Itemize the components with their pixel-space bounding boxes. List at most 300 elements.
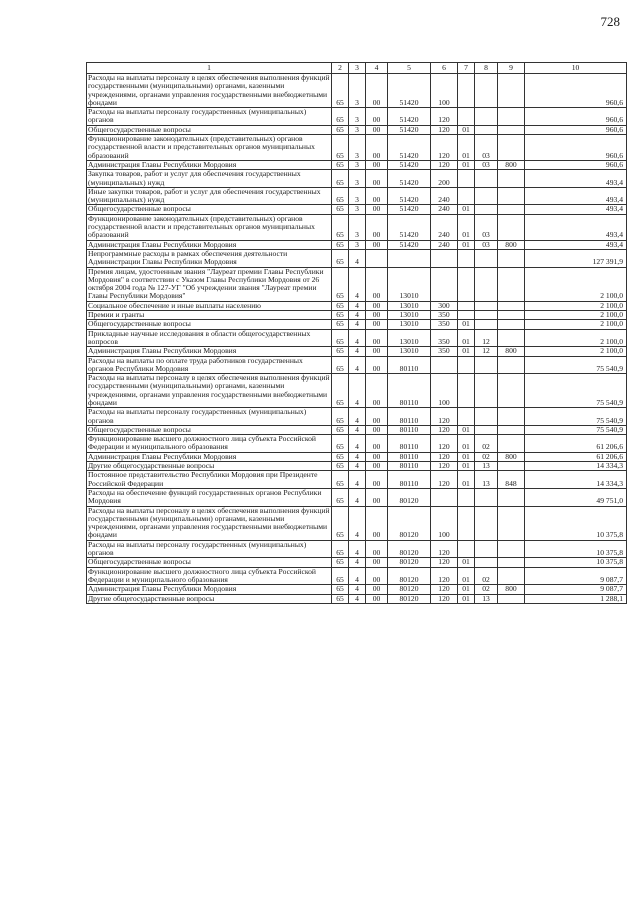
column-subchapter: 13 xyxy=(475,462,498,471)
column-chapter: 01 xyxy=(458,567,475,585)
column-header: 10 xyxy=(525,63,627,74)
column-subcode: 00 xyxy=(366,585,388,594)
column-expense-type: 100 xyxy=(431,506,458,540)
column-amount: 10 375,8 xyxy=(525,558,627,567)
column-admin: 65 xyxy=(332,170,349,188)
column-admin-code xyxy=(498,594,525,603)
table-row xyxy=(87,311,627,320)
table-row xyxy=(87,506,627,540)
column-admin: 65 xyxy=(332,214,349,240)
column-chapter: 01 xyxy=(458,425,475,434)
column-admin-code xyxy=(498,267,525,301)
column-amount: 10 375,8 xyxy=(525,540,627,558)
column-expense-type: 120 xyxy=(431,435,458,453)
column-amount: 9 087,7 xyxy=(525,567,627,585)
column-admin-code xyxy=(498,108,525,126)
column-subchapter: 02 xyxy=(475,435,498,453)
column-section-code: 4 xyxy=(349,540,366,558)
column-subchapter xyxy=(475,74,498,108)
column-chapter xyxy=(458,311,475,320)
table-row xyxy=(87,374,627,408)
column-admin-code xyxy=(498,320,525,329)
column-section-code: 4 xyxy=(349,301,366,310)
column-amount: 960,6 xyxy=(525,135,627,161)
column-admin: 65 xyxy=(332,301,349,310)
column-admin: 65 xyxy=(332,452,349,461)
column-chapter: 01 xyxy=(458,347,475,356)
column-admin-code: 848 xyxy=(498,471,525,489)
column-admin: 65 xyxy=(332,108,349,126)
column-admin: 65 xyxy=(332,425,349,434)
column-subchapter: 03 xyxy=(475,160,498,169)
row-name: Функционирование высшего должностного лица субъекта Российской Федерации и муниципального образования xyxy=(87,567,332,585)
column-section-code: 4 xyxy=(349,425,366,434)
column-expense-type xyxy=(431,267,458,301)
column-expense-type: 350 xyxy=(431,329,458,347)
column-expense-type: 120 xyxy=(431,558,458,567)
column-chapter xyxy=(458,301,475,310)
column-expense-type: 120 xyxy=(431,452,458,461)
column-subchapter xyxy=(475,311,498,320)
column-admin-code xyxy=(498,170,525,188)
column-admin: 65 xyxy=(332,311,349,320)
column-admin-code xyxy=(498,506,525,540)
column-target: 51420 xyxy=(388,240,431,249)
table-row xyxy=(87,267,627,301)
column-target: 80110 xyxy=(388,435,431,453)
column-section-code: 3 xyxy=(349,240,366,249)
column-header: 3 xyxy=(349,63,366,74)
table-row xyxy=(87,170,627,188)
column-header: 6 xyxy=(431,63,458,74)
column-expense-type: 240 xyxy=(431,240,458,249)
column-admin-code xyxy=(498,374,525,408)
column-section-code: 3 xyxy=(349,214,366,240)
column-subcode: 00 xyxy=(366,540,388,558)
column-admin-code xyxy=(498,187,525,205)
column-admin: 65 xyxy=(332,408,349,426)
column-admin: 65 xyxy=(332,125,349,134)
row-name: Прикладные научные исследования в области общегосударственных вопросов xyxy=(87,329,332,347)
column-target: 80110 xyxy=(388,425,431,434)
column-subcode: 00 xyxy=(366,205,388,214)
column-target: 13010 xyxy=(388,320,431,329)
column-section-code: 4 xyxy=(349,462,366,471)
column-amount: 9 087,7 xyxy=(525,585,627,594)
column-target: 51420 xyxy=(388,205,431,214)
row-name: Администрация Главы Республики Мордовия xyxy=(87,452,332,461)
row-name: Расходы на выплаты персоналу государственных (муниципальных) органов xyxy=(87,408,332,426)
column-subcode: 00 xyxy=(366,267,388,301)
column-subchapter xyxy=(475,488,498,506)
column-admin-code xyxy=(498,135,525,161)
column-subchapter xyxy=(475,320,498,329)
column-target: 80110 xyxy=(388,374,431,408)
table-row xyxy=(87,108,627,126)
column-subcode: 00 xyxy=(366,408,388,426)
column-subchapter: 03 xyxy=(475,214,498,240)
column-amount: 960,6 xyxy=(525,74,627,108)
column-admin-code xyxy=(498,435,525,453)
column-admin: 65 xyxy=(332,187,349,205)
row-name: Расходы на выплаты персоналу в целях обеспечения выполнения функций государственными (муниципальными) органами, казенными учреждениями, органами управления государственными внебюджетными фондами xyxy=(88,506,330,540)
column-admin-code xyxy=(498,462,525,471)
column-subcode: 00 xyxy=(366,452,388,461)
column-amount: 2 100,0 xyxy=(525,267,627,301)
table-row xyxy=(87,567,627,585)
row-name: Премия лицам, удостоенным звания "Лауреат премии Главы Республики Мордовия" в соответствии с Указом Главы Республики Мордовия от 26 октября 2004 года № 127-УГ "Об учреждении звания "Лауреат премии Главы Республики Мордовия" xyxy=(87,267,332,301)
column-chapter: 01 xyxy=(458,214,475,240)
column-admin-code xyxy=(498,540,525,558)
column-header: 9 xyxy=(498,63,525,74)
column-subchapter xyxy=(475,540,498,558)
table-row xyxy=(87,488,627,506)
column-expense-type: 350 xyxy=(431,347,458,356)
column-subchapter xyxy=(475,408,498,426)
column-subcode: 00 xyxy=(366,240,388,249)
column-chapter: 01 xyxy=(458,585,475,594)
column-target: 80120 xyxy=(388,540,431,558)
column-subchapter xyxy=(475,267,498,301)
column-section-code: 4 xyxy=(349,567,366,585)
column-section-code: 3 xyxy=(349,135,366,161)
column-subchapter xyxy=(475,356,498,374)
column-target: 51420 xyxy=(388,74,431,108)
column-admin-code xyxy=(498,488,525,506)
column-section-code: 4 xyxy=(349,435,366,453)
column-subcode: 00 xyxy=(366,374,388,408)
table-row xyxy=(87,240,627,249)
column-amount: 2 100,0 xyxy=(525,311,627,320)
column-header: 1 xyxy=(87,63,332,74)
column-admin-code xyxy=(498,311,525,320)
column-expense-type: 100 xyxy=(431,374,458,408)
column-section-code: 4 xyxy=(349,488,366,506)
column-subcode: 00 xyxy=(366,125,388,134)
column-chapter: 01 xyxy=(458,558,475,567)
column-target xyxy=(388,249,431,267)
table-row xyxy=(87,329,627,347)
column-subcode: 00 xyxy=(366,74,388,108)
column-amount: 75 540,9 xyxy=(525,408,627,426)
column-admin: 65 xyxy=(332,471,349,489)
column-target: 51420 xyxy=(388,108,431,126)
column-subcode: 00 xyxy=(366,320,388,329)
column-target: 80110 xyxy=(388,356,431,374)
row-name: Общегосударственные вопросы xyxy=(87,558,332,567)
column-admin: 65 xyxy=(332,347,349,356)
column-header: 8 xyxy=(475,63,498,74)
column-expense-type xyxy=(431,356,458,374)
column-chapter: 01 xyxy=(458,135,475,161)
column-chapter xyxy=(458,488,475,506)
column-target: 13010 xyxy=(388,311,431,320)
column-chapter: 01 xyxy=(458,160,475,169)
row-name: Администрация Главы Республики Мордовия xyxy=(87,160,332,169)
column-subcode: 00 xyxy=(366,301,388,310)
column-target: 80110 xyxy=(388,462,431,471)
table-row xyxy=(87,74,627,108)
column-target: 51420 xyxy=(388,125,431,134)
column-header: 4 xyxy=(366,63,388,74)
column-subcode: 00 xyxy=(366,594,388,603)
row-name: Общегосударственные вопросы xyxy=(87,205,332,214)
table-row xyxy=(87,356,627,374)
row-name: Расходы на выплаты персоналу государственных (муниципальных) органов xyxy=(87,540,332,558)
table-row xyxy=(87,471,627,489)
table-row xyxy=(87,301,627,310)
column-section-code: 3 xyxy=(349,205,366,214)
column-subchapter: 13 xyxy=(475,471,498,489)
row-name: Премии и гранты xyxy=(87,311,332,320)
table-row xyxy=(87,594,627,603)
column-section-code: 3 xyxy=(349,125,366,134)
column-subchapter: 02 xyxy=(475,567,498,585)
column-subchapter xyxy=(475,374,498,408)
column-expense-type: 300 xyxy=(431,301,458,310)
row-name: Постоянное представительство Республики Мордовия при Президенте Российской Федерации xyxy=(87,471,332,489)
column-target: 13010 xyxy=(388,347,431,356)
column-admin: 65 xyxy=(332,74,349,108)
table-row xyxy=(87,125,627,134)
column-subcode: 00 xyxy=(366,488,388,506)
column-admin-code xyxy=(498,74,525,108)
column-admin: 65 xyxy=(332,435,349,453)
column-expense-type: 240 xyxy=(431,214,458,240)
row-name: Расходы на выплаты по оплате труда работников государственных органов Республики Мордовия xyxy=(87,356,332,374)
column-section-code: 4 xyxy=(349,452,366,461)
column-amount: 960,6 xyxy=(525,108,627,126)
column-chapter: 01 xyxy=(458,452,475,461)
column-admin: 65 xyxy=(332,135,349,161)
row-name: Администрация Главы Республики Мордовия xyxy=(87,347,332,356)
column-subchapter xyxy=(475,187,498,205)
column-chapter xyxy=(458,249,475,267)
column-target: 80120 xyxy=(388,506,431,540)
table-row xyxy=(87,408,627,426)
column-subchapter xyxy=(475,506,498,540)
column-subchapter xyxy=(475,425,498,434)
column-subchapter: 12 xyxy=(475,329,498,347)
column-amount: 75 540,9 xyxy=(525,425,627,434)
column-section-code: 3 xyxy=(349,170,366,188)
column-amount: 960,6 xyxy=(525,125,627,134)
column-admin: 65 xyxy=(332,249,349,267)
column-amount: 493,4 xyxy=(525,240,627,249)
column-admin: 65 xyxy=(332,506,349,540)
column-chapter xyxy=(458,187,475,205)
column-target: 80110 xyxy=(388,471,431,489)
column-admin: 65 xyxy=(332,567,349,585)
column-subchapter xyxy=(475,558,498,567)
table-row xyxy=(87,187,627,205)
column-section-code: 3 xyxy=(349,108,366,126)
column-amount: 61 206,6 xyxy=(525,452,627,461)
column-section-code: 3 xyxy=(349,160,366,169)
table-row xyxy=(87,320,627,329)
row-name: Расходы на выплаты персоналу в целях обеспечения выполнения функций государственными (муниципальными) органами, казенными учреждениями, органами управления государственными внебюджетными фондами xyxy=(88,73,330,107)
column-chapter: 01 xyxy=(458,329,475,347)
column-target: 51420 xyxy=(388,187,431,205)
column-admin-code: 800 xyxy=(498,585,525,594)
table-row xyxy=(87,347,627,356)
table-row xyxy=(87,214,627,240)
column-amount: 61 206,6 xyxy=(525,435,627,453)
column-admin: 65 xyxy=(332,540,349,558)
column-subcode: 00 xyxy=(366,347,388,356)
column-admin-code xyxy=(498,356,525,374)
column-section-code: 4 xyxy=(349,249,366,267)
column-amount: 493,4 xyxy=(525,205,627,214)
column-subcode: 00 xyxy=(366,329,388,347)
row-name: Расходы на выплаты персоналу в целях обеспечения выполнения функций государственными (муниципальными) органами, казенными учреждениями, органами управления государственными внебюджетными фондами xyxy=(88,373,330,407)
column-admin: 65 xyxy=(332,488,349,506)
row-name: Другие общегосударственные вопросы xyxy=(87,594,332,603)
column-admin: 65 xyxy=(332,585,349,594)
column-expense-type xyxy=(431,249,458,267)
table-row xyxy=(87,585,627,594)
row-name: Администрация Главы Республики Мордовия xyxy=(87,240,332,249)
column-amount: 127 391,9 xyxy=(525,249,627,267)
column-expense-type: 240 xyxy=(431,187,458,205)
column-chapter xyxy=(458,356,475,374)
column-admin: 65 xyxy=(332,240,349,249)
column-amount: 10 375,8 xyxy=(525,506,627,540)
column-target: 80110 xyxy=(388,452,431,461)
column-chapter xyxy=(458,74,475,108)
table-row xyxy=(87,205,627,214)
column-chapter xyxy=(458,108,475,126)
column-admin-code xyxy=(498,214,525,240)
column-subcode: 00 xyxy=(366,214,388,240)
column-subcode: 00 xyxy=(366,435,388,453)
column-expense-type: 120 xyxy=(431,540,458,558)
row-name: Расходы на обеспечение функций государственных органов Республики Мордовия xyxy=(87,488,332,506)
table-row xyxy=(87,435,627,453)
column-admin: 65 xyxy=(332,374,349,408)
column-admin: 65 xyxy=(332,594,349,603)
column-chapter: 01 xyxy=(458,594,475,603)
row-name: Общегосударственные вопросы xyxy=(87,125,332,134)
column-expense-type: 120 xyxy=(431,462,458,471)
column-subchapter: 13 xyxy=(475,594,498,603)
column-chapter: 01 xyxy=(458,320,475,329)
row-name: Другие общегосударственные вопросы xyxy=(87,462,332,471)
column-target: 80120 xyxy=(388,594,431,603)
table-row xyxy=(87,135,627,161)
column-chapter: 01 xyxy=(458,435,475,453)
column-header: 5 xyxy=(388,63,431,74)
column-section-code: 4 xyxy=(349,320,366,329)
column-admin-code: 800 xyxy=(498,452,525,461)
column-header: 2 xyxy=(332,63,349,74)
column-subcode xyxy=(366,249,388,267)
column-subchapter xyxy=(475,108,498,126)
column-target: 80110 xyxy=(388,408,431,426)
column-section-code: 4 xyxy=(349,329,366,347)
column-admin: 65 xyxy=(332,558,349,567)
column-section-code: 4 xyxy=(349,594,366,603)
column-admin: 65 xyxy=(332,356,349,374)
column-expense-type: 350 xyxy=(431,320,458,329)
column-section-code: 4 xyxy=(349,506,366,540)
row-name: Социальное обеспечение и иные выплаты населению xyxy=(87,301,332,310)
column-admin-code xyxy=(498,558,525,567)
table-row xyxy=(87,462,627,471)
column-expense-type: 120 xyxy=(431,160,458,169)
column-subcode: 00 xyxy=(366,170,388,188)
column-subchapter: 03 xyxy=(475,240,498,249)
column-expense-type xyxy=(431,488,458,506)
column-section-code: 3 xyxy=(349,187,366,205)
column-chapter xyxy=(458,170,475,188)
column-expense-type: 120 xyxy=(431,425,458,434)
row-name: Непрограммные расходы в рамках обеспечения деятельности Администрации Главы Республики Мордовия xyxy=(87,249,332,267)
column-subchapter: 02 xyxy=(475,585,498,594)
column-target: 80120 xyxy=(388,488,431,506)
column-subcode: 00 xyxy=(366,558,388,567)
column-admin-code xyxy=(498,125,525,134)
row-name: Иные закупки товаров, работ и услуг для обеспечения государственных (муниципальных) нужд xyxy=(87,187,332,205)
column-chapter xyxy=(458,540,475,558)
column-chapter: 01 xyxy=(458,125,475,134)
column-expense-type: 200 xyxy=(431,170,458,188)
column-subchapter: 12 xyxy=(475,347,498,356)
column-subchapter xyxy=(475,301,498,310)
table-header-row xyxy=(87,63,627,74)
column-subchapter xyxy=(475,170,498,188)
table-row xyxy=(87,249,627,267)
column-amount: 75 540,9 xyxy=(525,374,627,408)
column-section-code: 4 xyxy=(349,347,366,356)
column-subcode: 00 xyxy=(366,135,388,161)
column-section-code: 4 xyxy=(349,311,366,320)
column-chapter: 01 xyxy=(458,462,475,471)
column-admin-code xyxy=(498,408,525,426)
column-subcode: 00 xyxy=(366,311,388,320)
column-subchapter xyxy=(475,205,498,214)
column-subcode: 00 xyxy=(366,471,388,489)
column-expense-type: 120 xyxy=(431,471,458,489)
table-row xyxy=(87,160,627,169)
page-number: 728 xyxy=(600,14,620,29)
column-expense-type: 120 xyxy=(431,585,458,594)
column-target: 51420 xyxy=(388,160,431,169)
column-amount: 2 100,0 xyxy=(525,320,627,329)
column-chapter: 01 xyxy=(458,240,475,249)
column-amount: 2 100,0 xyxy=(525,301,627,310)
column-subcode: 00 xyxy=(366,187,388,205)
column-subcode: 00 xyxy=(366,160,388,169)
table-row xyxy=(87,540,627,558)
column-chapter xyxy=(458,267,475,301)
column-subcode: 00 xyxy=(366,425,388,434)
column-chapter: 01 xyxy=(458,471,475,489)
table-row xyxy=(87,452,627,461)
column-expense-type: 350 xyxy=(431,311,458,320)
column-subcode: 00 xyxy=(366,356,388,374)
column-admin-code: 800 xyxy=(498,160,525,169)
row-name: Администрация Главы Республики Мордовия xyxy=(87,585,332,594)
column-amount: 14 334,3 xyxy=(525,462,627,471)
column-amount: 14 334,3 xyxy=(525,471,627,489)
column-amount: 75 540,9 xyxy=(525,356,627,374)
column-amount: 493,4 xyxy=(525,170,627,188)
column-expense-type: 240 xyxy=(431,205,458,214)
column-chapter xyxy=(458,506,475,540)
column-subcode: 00 xyxy=(366,506,388,540)
column-target: 80120 xyxy=(388,567,431,585)
